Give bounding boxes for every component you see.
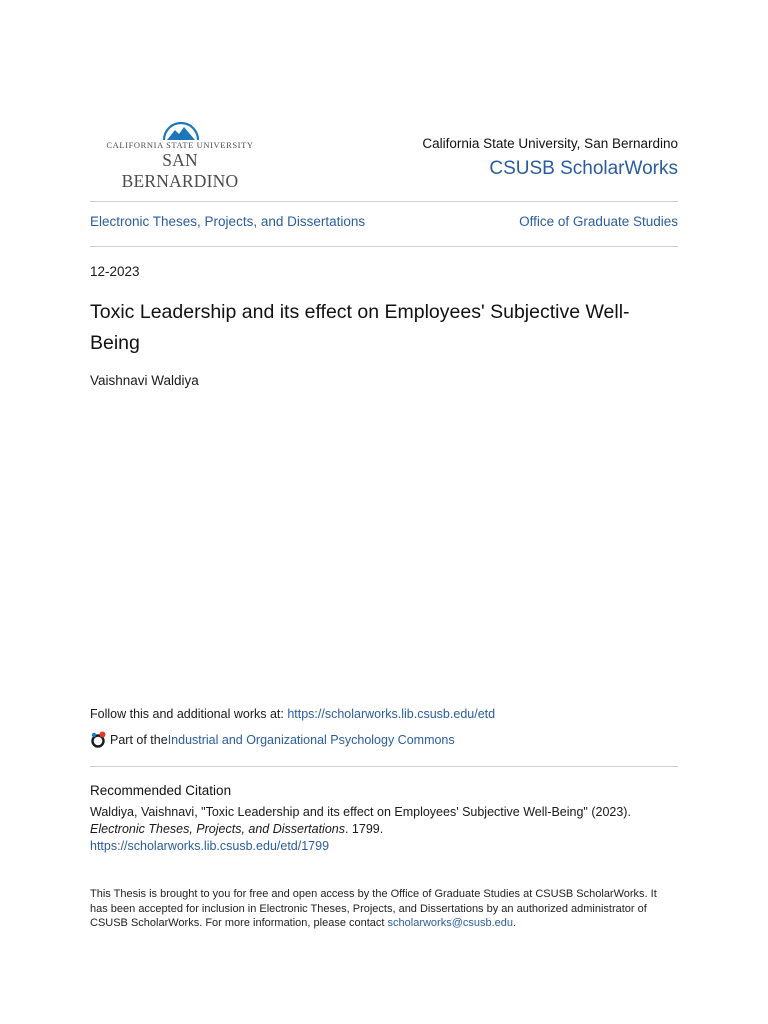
commons-link[interactable]: Industrial and Organizational Psychology Commons <box>167 733 455 747</box>
part-of-label: Part of the <box>110 733 168 747</box>
university-logo[interactable] <box>102 120 258 191</box>
follow-url-link[interactable]: https://scholarworks.lib.csusb.edu/etd <box>287 707 496 721</box>
citation-heading: Recommended Citation <box>90 783 232 798</box>
header <box>90 118 678 191</box>
disclaimer-line-1: This Thesis is brought to you for free and open access by the Office of Graduate Studies at CSUSB ScholarWorks. It <box>90 888 657 900</box>
logo-bottom-text: SAN BERNARDINO <box>121 150 239 191</box>
citation-divider <box>90 766 678 767</box>
repository-link[interactable]: CSUSB ScholarWorks <box>489 158 678 179</box>
cover-page <box>90 0 678 1024</box>
network-commons-icon <box>90 731 107 749</box>
access-disclaimer <box>90 887 678 931</box>
citation-line-2 <box>90 821 678 838</box>
part-of-line <box>90 731 455 749</box>
disclaimer-line-3-text: CSUSB ScholarWorks. For more information, please contact <box>90 917 388 930</box>
citation-number: . 1799. <box>344 822 384 836</box>
citation-series: Electronic Theses, Projects, and Dissertations <box>90 822 345 836</box>
collection-link[interactable]: Electronic Theses, Projects, and Dissertations <box>90 214 366 229</box>
author-name: Vaishnavi Waldiya <box>90 373 199 388</box>
nav-divider <box>90 246 678 247</box>
citation-url-link[interactable]: https://scholarworks.lib.csusb.edu/etd/1799 <box>90 839 330 853</box>
document-title: Toxic Leadership and its effect on Employees' Subjective Well-Being <box>90 301 630 354</box>
disclaimer-line-2: has been accepted for inclusion in Electronic Theses, Projects, and Dissertations by an authorized administrator of <box>90 902 647 915</box>
contact-email-link[interactable]: scholarworks@csusb.edu <box>387 917 514 930</box>
disclaimer-line-3 <box>90 916 678 931</box>
citation-block <box>90 804 678 855</box>
university-name: California State University, San Bernardino <box>422 136 678 151</box>
follow-line <box>90 707 495 721</box>
follow-label: Follow this and additional works at: <box>90 707 288 721</box>
citation-line-1: Waldiya, Vaishnavi, "Toxic Leadership and its effect on Employees' Subjective Well-Being" (2023). <box>90 805 631 819</box>
top-divider <box>90 201 678 202</box>
publication-date: 12-2023 <box>90 264 140 279</box>
disclaimer-end: . <box>513 917 517 930</box>
logo-top-text: CALIFORNIA STATE UNIVERSITY <box>106 140 254 150</box>
mountain-arc-logo-icon <box>162 120 200 142</box>
office-link[interactable]: Office of Graduate Studies <box>519 214 678 229</box>
